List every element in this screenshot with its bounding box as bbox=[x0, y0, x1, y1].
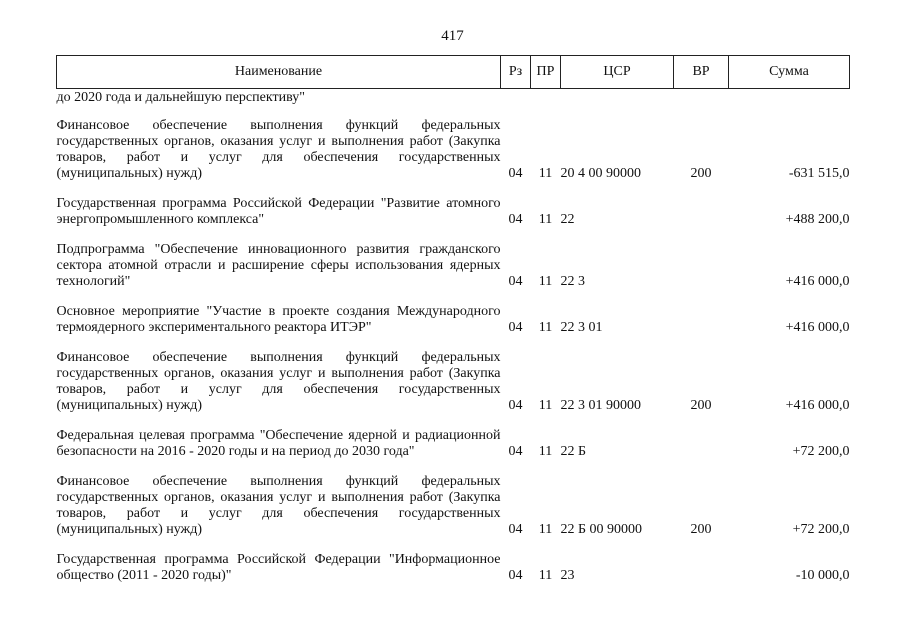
row-pr: 11 bbox=[538, 212, 553, 227]
table-row bbox=[57, 416, 850, 462]
row-pr: 11 bbox=[538, 166, 553, 181]
row-name: Финансовое обеспечение выполнения функций федеральных государственных органов, оказания услуг и выполнения работ (Закупка товаров, работ и услуг для обеспечения государственных (муниципальных) нужд) bbox=[56, 118, 501, 181]
table-row bbox=[57, 292, 850, 338]
row-sum: -631 515,0 bbox=[788, 166, 850, 181]
row-sum: +416 000,0 bbox=[785, 320, 850, 335]
row-csr: 22 Б bbox=[560, 444, 587, 459]
row-pr: 11 bbox=[538, 320, 553, 335]
row-vr bbox=[674, 230, 729, 292]
row-sum: +72 200,0 bbox=[792, 444, 850, 459]
row-rz: 04 bbox=[508, 274, 523, 289]
row-vr: 200 bbox=[690, 166, 712, 181]
row-vr bbox=[674, 540, 729, 586]
row-csr: 20 4 00 90000 bbox=[560, 166, 641, 181]
continuation-row bbox=[57, 89, 850, 107]
table-row bbox=[57, 230, 850, 292]
row-sum: +488 200,0 bbox=[785, 212, 850, 227]
row-csr: 22 bbox=[560, 212, 575, 227]
row-sum: +416 000,0 bbox=[785, 398, 850, 413]
header-csr: ЦСР bbox=[561, 56, 674, 89]
row-csr: 22 3 bbox=[560, 274, 585, 289]
row-vr bbox=[674, 416, 729, 462]
table-row bbox=[57, 462, 850, 540]
row-vr bbox=[674, 184, 729, 230]
page-number: 417 bbox=[441, 28, 464, 44]
header-vr: ВР bbox=[674, 56, 729, 89]
table-row bbox=[57, 184, 850, 230]
row-sum: +416 000,0 bbox=[785, 274, 850, 289]
row-rz: 04 bbox=[508, 522, 523, 537]
table-row bbox=[57, 540, 850, 586]
row-name: Финансовое обеспечение выполнения функций федеральных государственных органов, оказания услуг и выполнения работ (Закупка товаров, работ и услуг для обеспечения государственных (муниципальных) нужд) bbox=[56, 350, 501, 413]
row-pr: 11 bbox=[538, 398, 553, 413]
row-rz: 04 bbox=[508, 320, 523, 335]
budget-table bbox=[56, 55, 850, 586]
row-vr: 200 bbox=[690, 398, 712, 413]
header-name: Наименование bbox=[57, 56, 501, 89]
row-vr: 200 bbox=[690, 522, 712, 537]
row-csr: 23 bbox=[560, 568, 575, 583]
continuation-text: до 2020 года и дальнейшую перспективу" bbox=[56, 90, 305, 105]
row-rz: 04 bbox=[508, 212, 523, 227]
row-pr: 11 bbox=[538, 444, 553, 459]
row-name: Федеральная целевая программа "Обеспечение ядерной и радиационной безопасности на 2016 - 2020 годы и на период до 2030 года" bbox=[56, 428, 501, 459]
row-name: Основное мероприятие "Участие в проекте создания Международного термоядерного экспериментального реактора ИТЭР" bbox=[56, 304, 501, 335]
header-rz: Рз bbox=[501, 56, 531, 89]
table-row bbox=[57, 338, 850, 416]
row-rz: 04 bbox=[508, 166, 523, 181]
row-name: Финансовое обеспечение выполнения функций федеральных государственных органов, оказания услуг и выполнения работ (Закупка товаров, работ и услуг для обеспечения государственных (муниципальных) нужд) bbox=[56, 474, 501, 537]
row-csr: 22 Б 00 90000 bbox=[560, 522, 643, 537]
row-name: Государственная программа Российской Федерации "Информационное общество (2011 - 2020 годы)" bbox=[56, 552, 501, 583]
table-row bbox=[57, 106, 850, 184]
row-rz: 04 bbox=[508, 568, 523, 583]
row-rz: 04 bbox=[508, 444, 523, 459]
table-header-row bbox=[57, 56, 850, 89]
header-pr: ПР bbox=[531, 56, 561, 89]
header-sum: Сумма bbox=[729, 56, 850, 89]
row-vr bbox=[674, 292, 729, 338]
row-rz: 04 bbox=[508, 398, 523, 413]
row-pr: 11 bbox=[538, 568, 553, 583]
row-sum: -10 000,0 bbox=[795, 568, 850, 583]
row-csr: 22 3 01 90000 bbox=[560, 398, 641, 413]
row-csr: 22 3 01 bbox=[560, 320, 603, 335]
row-name: Подпрограмма "Обеспечение инновационного развития гражданского сектора атомной отрасли и расширение сферы использования ядерных технологий" bbox=[56, 242, 501, 289]
row-pr: 11 bbox=[538, 274, 553, 289]
row-sum: +72 200,0 bbox=[792, 522, 850, 537]
row-pr: 11 bbox=[538, 522, 553, 537]
row-name: Государственная программа Российской Федерации "Развитие атомного энергопромышленного комплекса" bbox=[56, 196, 501, 227]
